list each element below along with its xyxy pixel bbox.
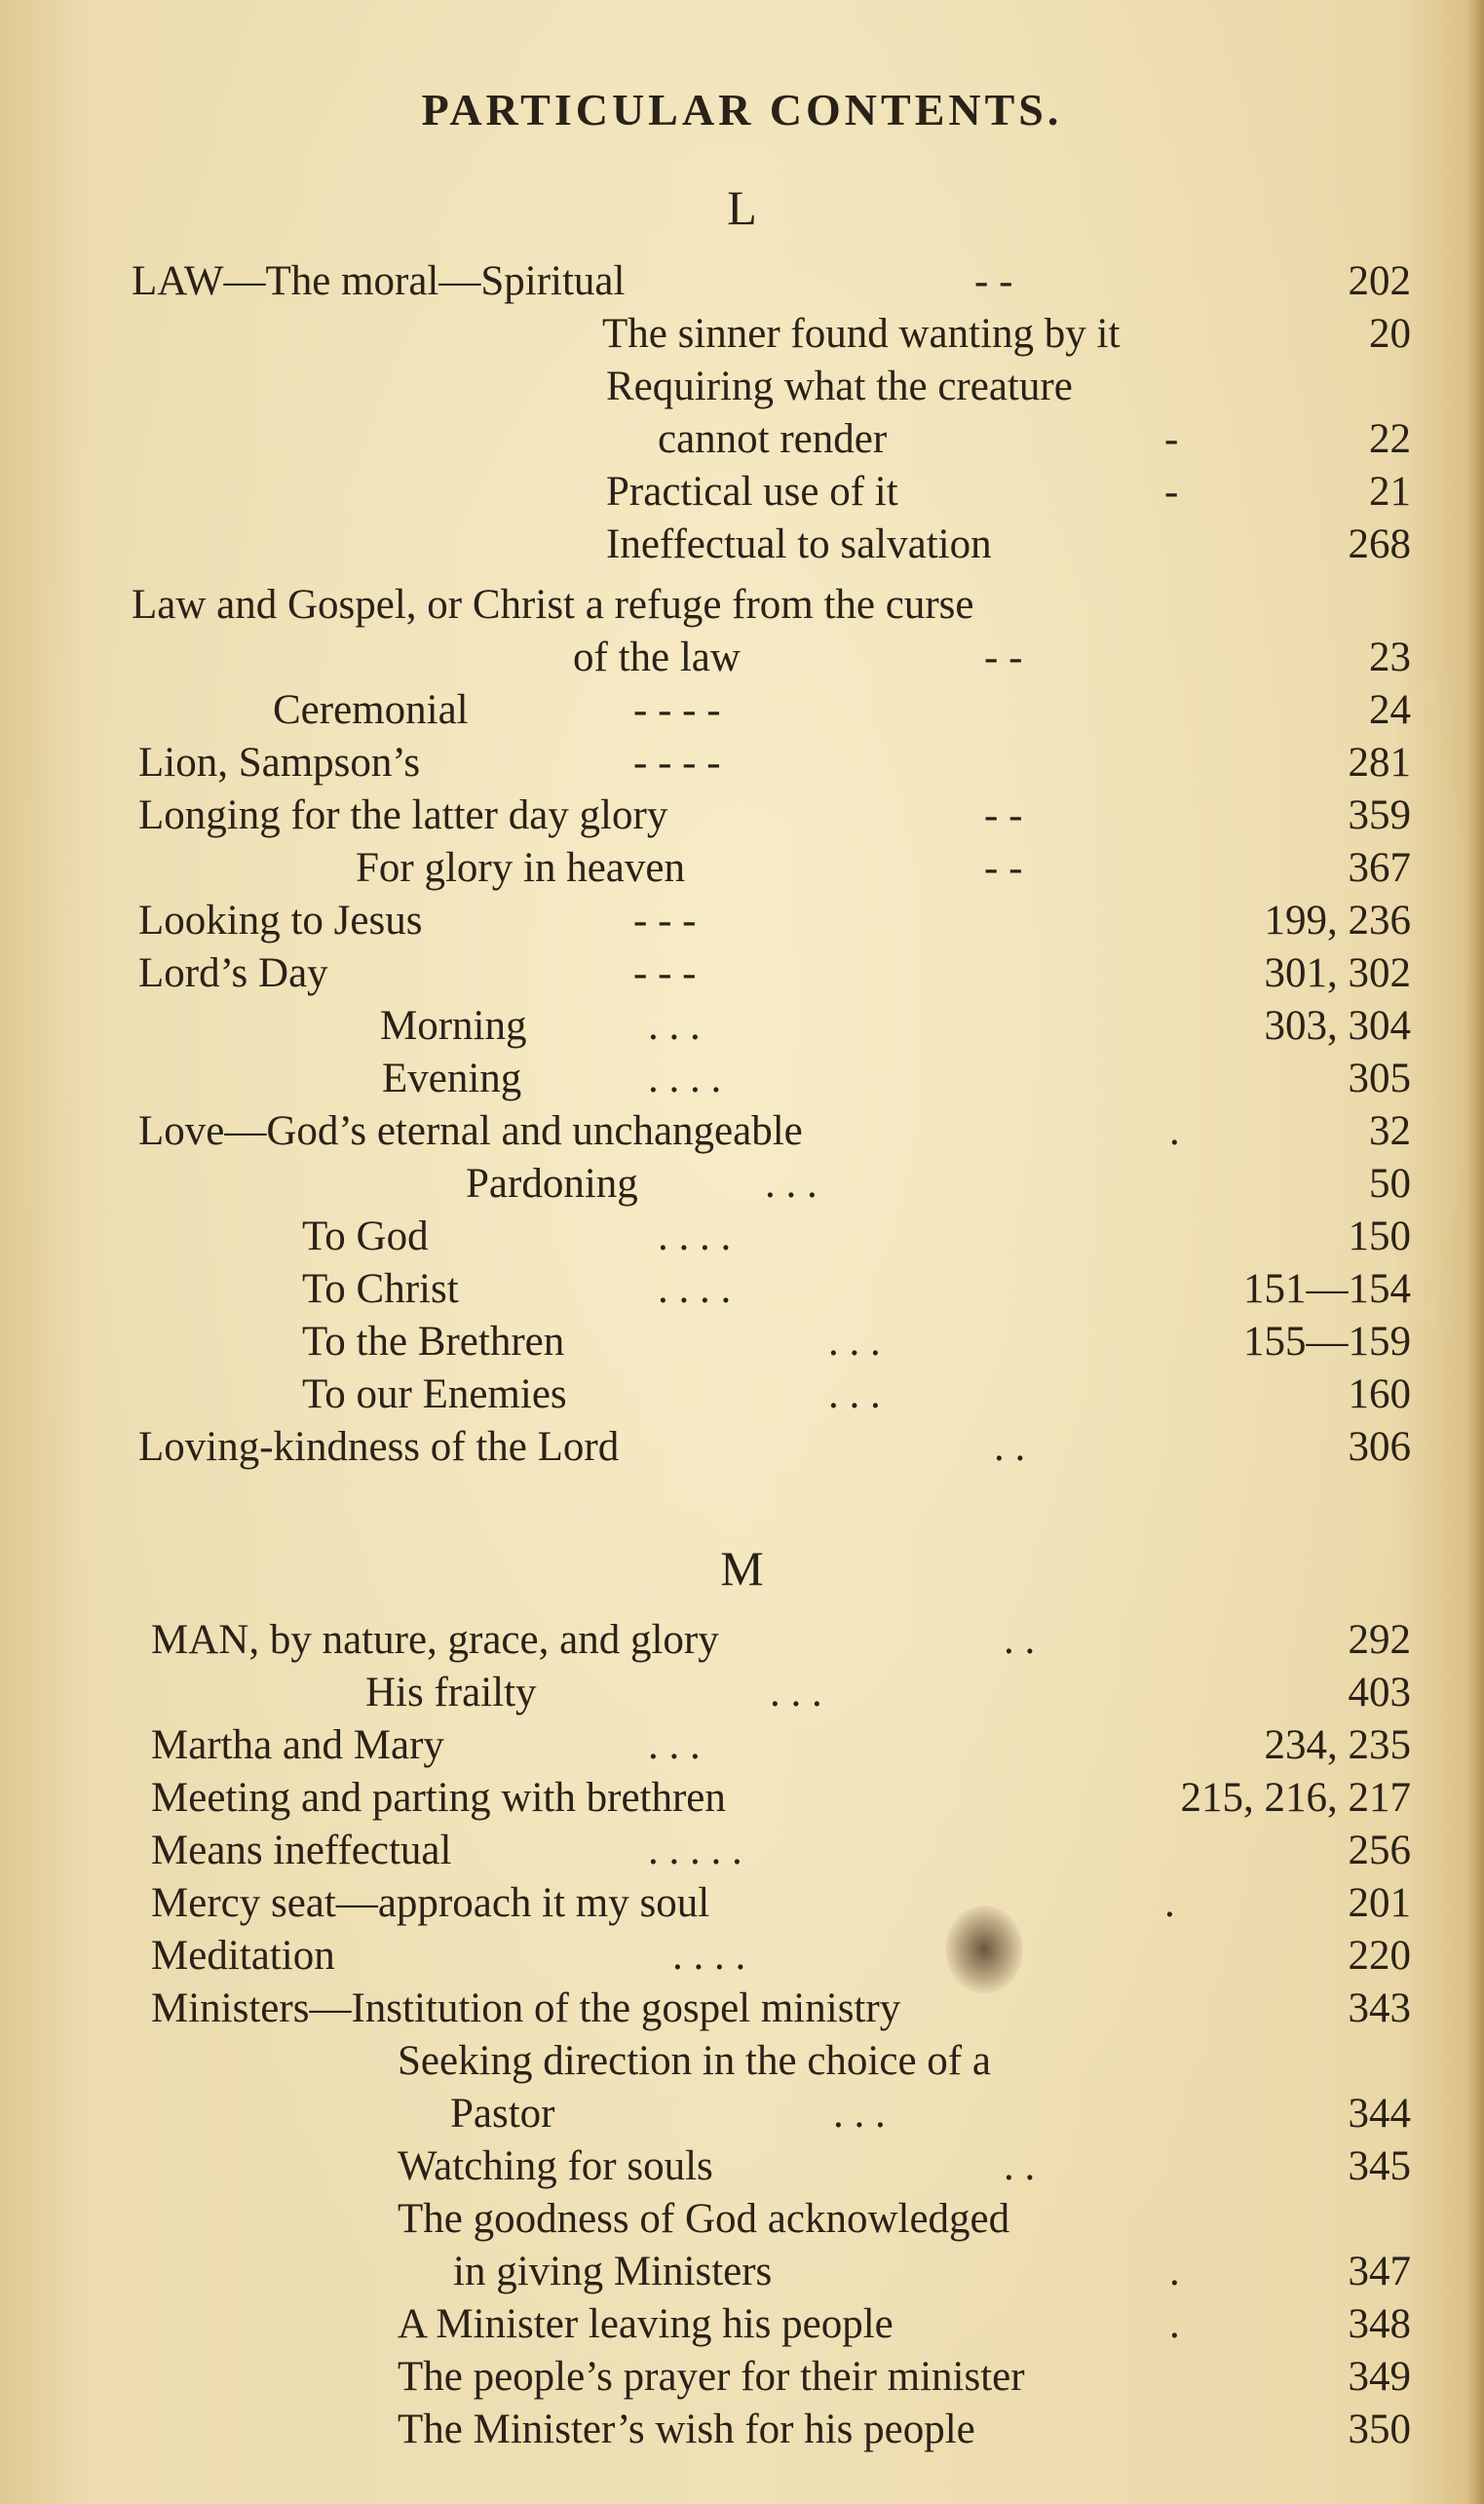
entry-leader: . . . bbox=[648, 1003, 701, 1049]
entry-text: in giving Ministers bbox=[453, 2249, 773, 2294]
index-entry bbox=[0, 1825, 1484, 1877]
entry-leader: . . . . bbox=[672, 1933, 746, 1979]
entry-leader: . . . bbox=[648, 1722, 701, 1768]
entry-text: A Minister leaving his people bbox=[398, 2301, 894, 2347]
entry-text: Morning bbox=[380, 1003, 527, 1049]
entry-leader: . . . bbox=[828, 1319, 881, 1365]
index-entry bbox=[0, 413, 1484, 466]
entry-page: 150 bbox=[1348, 1213, 1411, 1259]
entry-page: 160 bbox=[1348, 1371, 1411, 1417]
index-entry bbox=[0, 2140, 1484, 2193]
entry-text: The people’s prayer for their minister bbox=[398, 2354, 1025, 2400]
entry-text: Looking to Jesus bbox=[138, 898, 423, 944]
entry-text: Love—God’s eternal and unchangeable bbox=[138, 1108, 803, 1154]
entry-page: 21 bbox=[1369, 469, 1411, 515]
index-entry bbox=[0, 1983, 1484, 2035]
index-entry bbox=[0, 842, 1484, 895]
entry-text: MAN, by nature, grace, and glory bbox=[151, 1617, 719, 1663]
entry-text: Law and Gospel, or Christ a refuge from the curse bbox=[132, 582, 974, 628]
entry-leader: . . . . bbox=[658, 1213, 732, 1259]
entry-page: 234, 235 bbox=[1264, 1722, 1411, 1768]
entry-leader: - bbox=[1164, 416, 1179, 462]
entry-text: Ineffectual to salvation bbox=[606, 521, 992, 567]
entry-leader: . . bbox=[1004, 1617, 1036, 1663]
entry-page: 343 bbox=[1348, 1985, 1411, 2031]
entry-text: The sinner found wanting by it bbox=[602, 311, 1121, 357]
section-letter-m: M bbox=[720, 1541, 764, 1596]
entry-leader: . . . . . bbox=[648, 1828, 742, 1873]
entry-leader: - - bbox=[974, 258, 1013, 304]
index-entry bbox=[0, 1772, 1484, 1825]
entry-text: Means ineffectual bbox=[151, 1828, 452, 1873]
index-entry bbox=[0, 579, 1484, 632]
index-entry bbox=[0, 1158, 1484, 1211]
entry-text: Longing for the latter day glory bbox=[138, 792, 668, 838]
entry-text: Martha and Mary bbox=[151, 1722, 444, 1768]
entry-text: Pardoning bbox=[466, 1161, 638, 1207]
entry-page: 155—159 bbox=[1243, 1319, 1411, 1365]
index-entry bbox=[0, 947, 1484, 1000]
entry-leader: . bbox=[1164, 1880, 1175, 1926]
entry-page: 367 bbox=[1348, 845, 1411, 891]
entry-leader: . bbox=[1169, 2249, 1180, 2294]
index-entry bbox=[0, 1263, 1484, 1316]
entry-text: Loving-kindness of the Lord bbox=[138, 1424, 620, 1470]
index-entry bbox=[0, 1316, 1484, 1368]
entry-text: Ceremonial bbox=[273, 687, 469, 733]
entry-page: 348 bbox=[1348, 2301, 1411, 2347]
index-entry bbox=[0, 2193, 1484, 2246]
index-entry bbox=[0, 361, 1484, 413]
entry-text: To the Brethren bbox=[302, 1319, 565, 1365]
entry-leader: - - - - bbox=[633, 687, 721, 733]
entry-text: For glory in heaven bbox=[356, 845, 685, 891]
index-entry bbox=[0, 1105, 1484, 1158]
entry-leader: . . . bbox=[765, 1161, 818, 1207]
entry-page: 306 bbox=[1348, 1424, 1411, 1470]
page-header: PARTICULAR CONTENTS. bbox=[421, 85, 1063, 135]
index-entry bbox=[0, 737, 1484, 790]
entry-page: 215, 216, 217 bbox=[1180, 1775, 1411, 1821]
entry-page: 23 bbox=[1369, 635, 1411, 680]
entry-page: 281 bbox=[1348, 740, 1411, 786]
entry-text: To Christ bbox=[302, 1266, 459, 1312]
entry-page: 199, 236 bbox=[1264, 898, 1411, 944]
index-entry bbox=[0, 1368, 1484, 1421]
entry-text: Requiring what the creature bbox=[606, 364, 1073, 409]
entry-page: 50 bbox=[1369, 1161, 1411, 1207]
entry-text: Practical use of it bbox=[606, 469, 898, 515]
entry-leader: . . . bbox=[770, 1670, 822, 1715]
entry-text: Ministers—Institution of the gospel ministry bbox=[151, 1985, 901, 2031]
entry-page: 20 bbox=[1369, 311, 1411, 357]
index-entry bbox=[0, 2404, 1484, 2456]
index-entry bbox=[0, 466, 1484, 519]
entry-text: The Minister’s wish for his people bbox=[398, 2407, 975, 2452]
index-entry bbox=[0, 308, 1484, 361]
index-entry bbox=[0, 1000, 1484, 1053]
entry-text: Mercy seat—approach it my soul bbox=[151, 1880, 710, 1926]
entry-page: 202 bbox=[1348, 258, 1411, 304]
index-entry bbox=[0, 1614, 1484, 1667]
index-entry bbox=[0, 684, 1484, 737]
entry-leader: - - - bbox=[633, 950, 697, 996]
entry-page: 256 bbox=[1348, 1828, 1411, 1873]
entry-leader: - - - - bbox=[633, 740, 721, 786]
entry-page: 349 bbox=[1348, 2354, 1411, 2400]
index-entry bbox=[0, 2035, 1484, 2088]
entry-page: 305 bbox=[1348, 1056, 1411, 1101]
entry-page: 347 bbox=[1348, 2249, 1411, 2294]
entry-page: 292 bbox=[1348, 1617, 1411, 1663]
entry-page: 220 bbox=[1348, 1933, 1411, 1979]
entry-leader: . . . . bbox=[648, 1056, 722, 1101]
index-entry bbox=[0, 2351, 1484, 2404]
entry-text: Meditation bbox=[151, 1933, 335, 1979]
entry-text: Evening bbox=[382, 1056, 522, 1101]
index-entry bbox=[0, 1719, 1484, 1772]
entry-leader: . . bbox=[994, 1424, 1026, 1470]
index-entry bbox=[0, 632, 1484, 684]
entry-leader: - - bbox=[984, 635, 1023, 680]
entry-text: Watching for souls bbox=[398, 2143, 713, 2189]
index-entry bbox=[0, 2246, 1484, 2298]
entry-page: 22 bbox=[1369, 416, 1411, 462]
entry-leader: - - bbox=[984, 845, 1023, 891]
entry-leader: . bbox=[1169, 1108, 1180, 1154]
index-entry bbox=[0, 1930, 1484, 1983]
entry-page: 303, 304 bbox=[1264, 1003, 1411, 1049]
entry-page: 359 bbox=[1348, 792, 1411, 838]
entry-leader: . . . bbox=[828, 1371, 881, 1417]
entry-text: To our Enemies bbox=[302, 1371, 567, 1417]
entry-page: 344 bbox=[1348, 2091, 1411, 2137]
entry-page: 403 bbox=[1348, 1670, 1411, 1715]
index-entry bbox=[0, 1053, 1484, 1105]
entry-leader: . . . bbox=[833, 2091, 886, 2137]
entry-page: 24 bbox=[1369, 687, 1411, 733]
entry-text: Seeking direction in the choice of a bbox=[398, 2038, 991, 2084]
entry-page: 151—154 bbox=[1243, 1266, 1411, 1312]
entry-text: His frailty bbox=[365, 1670, 537, 1715]
index-entry bbox=[0, 2298, 1484, 2351]
entry-text: of the law bbox=[573, 635, 741, 680]
entry-page: 301, 302 bbox=[1264, 950, 1411, 996]
entry-page: 201 bbox=[1348, 1880, 1411, 1926]
index-entry bbox=[0, 1421, 1484, 1474]
entry-text: cannot render bbox=[658, 416, 888, 462]
entry-page: 268 bbox=[1348, 521, 1411, 567]
index-entry bbox=[0, 519, 1484, 571]
index-entry bbox=[0, 1667, 1484, 1719]
entry-leader: - - - bbox=[633, 898, 697, 944]
entry-text: Pastor bbox=[450, 2091, 555, 2137]
entry-page: 32 bbox=[1369, 1108, 1411, 1154]
entry-page: 345 bbox=[1348, 2143, 1411, 2189]
entry-text: Meeting and parting with brethren bbox=[151, 1775, 726, 1821]
entry-text: The goodness of God acknowledged bbox=[398, 2196, 1010, 2242]
entry-text: LAW—The moral—Spiritual bbox=[132, 258, 626, 304]
entry-page: 350 bbox=[1348, 2407, 1411, 2452]
entry-leader: - - bbox=[984, 792, 1023, 838]
entry-leader: . . bbox=[1004, 2143, 1036, 2189]
entry-leader: . bbox=[1169, 2301, 1180, 2347]
section-letter-l: L bbox=[727, 180, 757, 235]
index-entry bbox=[0, 2088, 1484, 2140]
entry-text: Lion, Sampson’s bbox=[138, 740, 421, 786]
index-entry bbox=[0, 895, 1484, 947]
index-entry bbox=[0, 1211, 1484, 1263]
entry-leader: - bbox=[1164, 469, 1179, 515]
entry-text: To God bbox=[302, 1213, 429, 1259]
entry-leader: . . . . bbox=[658, 1266, 732, 1312]
index-entry bbox=[0, 255, 1484, 308]
index-entry bbox=[0, 1877, 1484, 1930]
entry-text: Lord’s Day bbox=[138, 950, 328, 996]
ink-stain bbox=[945, 1906, 1023, 1993]
index-entry bbox=[0, 790, 1484, 842]
